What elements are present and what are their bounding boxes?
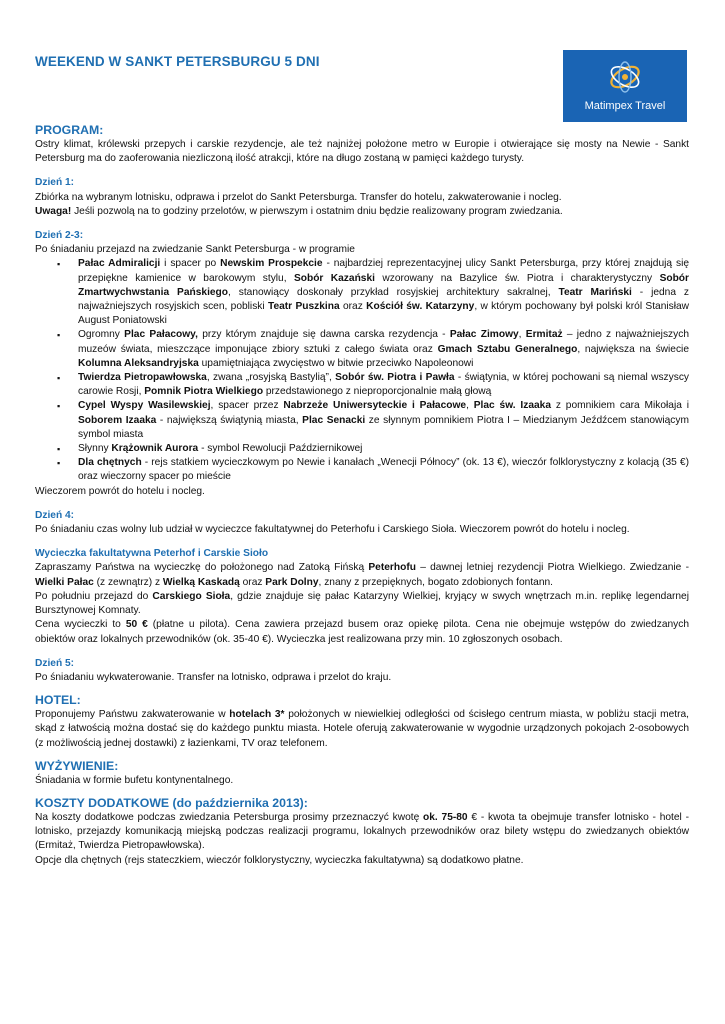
text-run: wzorowany na Bazylice św. Piotra i charakterystyczny	[374, 272, 660, 284]
bold-text: Plac Pałacowy,	[124, 329, 198, 341]
text-run: Cena wycieczki to	[35, 619, 126, 631]
text-run: - największą świątynią miasta,	[156, 414, 303, 426]
day4-text: Po śniadaniu czas wolny lub udział w wycieczce fakultatywnej do Peterhofu i Carskiego Sioła. Wieczorem powrót do hotelu i nocleg.	[35, 524, 630, 536]
text-run: (z zewnątrz) z	[93, 576, 163, 588]
text-run: ,	[518, 329, 526, 341]
bold-text: Sobór Zmartwychwstania Pańskiego	[78, 272, 689, 298]
text-run: Po południu przejazd do	[35, 590, 153, 602]
text-run: – dawnej letniej rezydencji Piotra Wielkiego. Zwiedzanie -	[415, 562, 689, 574]
program-intro: Ostry klimat, królewski przepych i carskie rezydencje, ale też najniżej położone metro w Europie i otwierające się mosty na Newie - Sankt Petersburg ma do zaoferowania niezliczoną ilość atrakcji, które na długo zostaną w pamięci każdego turysty.	[35, 139, 689, 165]
list-item	[35, 328, 689, 371]
text-run: , stanowiący doskonały przykład rosyjskiej architektury sakralnej,	[228, 286, 559, 298]
costs-heading: KOSZTY DODATKOWE (do października 2013):	[35, 795, 308, 810]
list-item	[35, 442, 689, 456]
food-text: Śniadania w formie bufetu kontynentalnego.	[35, 774, 234, 786]
bold-text: Teatr Mariński	[558, 286, 632, 298]
text-run: Proponujemy Państwu zakwaterowanie w	[35, 709, 230, 721]
bold-text: Krążownik Aurora	[111, 443, 199, 455]
bullet-icon: ▪	[57, 259, 61, 270]
bold-text: Cypel Wyspy Wasilewskiej	[78, 400, 211, 412]
text-run: przedstawionego z nieproporcjonalnie małą głową	[263, 386, 492, 398]
day5-text: Po śniadaniu wykwaterowanie. Transfer na lotnisko, odprawa i przelot do kraju.	[35, 671, 392, 683]
bold-text: Soborem Izaaka	[78, 414, 157, 426]
day5-heading: Dzień 5:	[35, 657, 75, 669]
bold-text: 50 €	[125, 619, 148, 631]
text-run: oraz	[339, 301, 367, 313]
food-heading: WYŻYWIENIE:	[35, 758, 119, 773]
text-run: Na koszty dodatkowe podczas zwiedzania Petersburga prosimy przeznaczyć kwotę	[35, 811, 424, 823]
text-run: Ogromny	[78, 329, 125, 341]
text-run: z pomnikiem cara Mikołaja i	[551, 400, 689, 412]
day1-heading: Dzień 1:	[35, 177, 75, 189]
bold-text: Plac Senacki	[302, 414, 366, 426]
hotel-heading: HOTEL:	[35, 693, 81, 708]
text-run: - symbol Rewolucji Październikowej	[198, 443, 363, 455]
text-run: (płatne u pilota). Cena zawiera przejazd busem oraz opiekę pilota. Cena nie obejmuje wstępów do zwiedzanych obiektów oraz lokalnych przewodników (ok. 35-40 €). Wycieczka jest realizowana przy min. 10 zgłoszonych osobach.	[35, 619, 689, 645]
text-run: , największa na świecie	[577, 343, 689, 355]
text-run: i spacer po	[160, 258, 221, 270]
text-run: - rejs statkiem wycieczkowym po Newie i kanałach „Wenecji Północy” (ok. 13 €), wieczór folklorystyczny z kolacją (35 €) oraz wieczorny spacer po mieście	[78, 457, 689, 483]
bold-text: Nabrzeże Uniwersyteckie i Pałacowe	[283, 400, 467, 412]
costs-text	[35, 811, 689, 854]
bullet-icon: ▪	[57, 330, 61, 341]
text-run: – jedno z najważniejszych muzeów świata, mieszczące imponujące zbiory sztuki z całego świata oraz	[78, 329, 689, 355]
text-run: upamiętniająca zwycięstwo w bitwie przeciwko Napoleonowi	[198, 357, 474, 369]
text-run: ze słynnym pomnikiem Piotra I – Miedzianym Jeźdźcem stanowiącym symbol miasta	[78, 414, 689, 440]
bold-text: Plac św. Izaaka	[473, 400, 552, 412]
bold-text: Teatr Puszkina	[267, 301, 340, 313]
bold-text: Dla chętnych	[78, 457, 142, 469]
text-run: - świątynia, w której pochowani są niemal wszyscy carowie Rosji,	[78, 372, 690, 398]
bullet-icon: ▪	[57, 458, 61, 469]
text-run: - najbardziej reprezentacyjnej ulicy Sankt Petersburga, przy której znajdują się przepiękne kamienice w barokowym stylu,	[78, 258, 689, 284]
day23-outro: Wieczorem powrót do hotelu i nocleg.	[35, 485, 205, 497]
text-run: € - kwota ta obejmuje transfer lotnisko - hotel - lotnisko, przejazdy komunikacją miejską podczas realizacji programu, lokalnych przewodników oraz bilety wstępu do zwiedzanych obiektów (Ermitaż, Twierdza Pietropawłowska).	[35, 811, 689, 852]
bold-text: Peterhofu	[368, 562, 416, 574]
list-item	[35, 456, 689, 484]
text-run: ,	[466, 400, 474, 412]
logo-mark-icon	[605, 56, 645, 98]
bullet-icon: ▪	[57, 401, 61, 412]
excursion-p2	[35, 590, 689, 618]
text-run: , w którym pochowany był polski król Stanisław August Poniatowski	[78, 301, 690, 327]
text-run: , znany z przepięknych, bogato zdobionych fontann.	[318, 576, 553, 588]
day4-heading: Dzień 4:	[35, 509, 75, 521]
logo-text: Matimpex Travel	[584, 100, 666, 112]
list-item	[35, 257, 689, 328]
day1-note-label: Uwaga!	[35, 205, 72, 217]
excursion-p1	[35, 561, 689, 589]
list-item	[35, 371, 689, 399]
bold-text: Pomnik Piotra Wielkiego	[144, 386, 264, 398]
day23-heading: Dzień 2-3:	[35, 230, 84, 242]
bold-text: Sobór Kazański	[293, 272, 375, 284]
bold-text: Wielką Kaskadą	[162, 576, 240, 588]
day1-text: Zbiórka na wybranym lotnisku, odprawa i przelot do Sankt Petersburga. Transfer do hotelu, zakwaterowanie i nocleg.	[35, 191, 562, 203]
program-heading: PROGRAM:	[35, 123, 104, 137]
bullet-icon: ▪	[57, 444, 61, 455]
excursion-heading: Wycieczka fakultatywna Peterhof i Carskie Sioło	[35, 548, 269, 560]
text-run: , zwana „rosyjską Bastylią”,	[206, 372, 336, 384]
text-run: położonych w niewielkiej odległości od ścisłego centrum miasta, w pobliżu stacji metra, skąd z łatwością można dostać się do każdego punktu miasta. Hotele oferują zakwaterowanie w wygodnie urządzonych pokojach 2-osobowych (z możliwością jednej dostawki) z łazienkami, TV oraz telefonem.	[35, 709, 689, 749]
bullet-icon: ▪	[57, 373, 61, 384]
bold-text: Newskim Prospekcie	[220, 258, 323, 270]
text-run: , gdzie znajduje się pałac Katarzyny Wielkiej, kryjący w swych wnętrzach m.in. replikę legendarnej Bursztynowej Komnaty.	[35, 590, 689, 617]
bold-text: Twierdza Pietropawłowska	[78, 372, 207, 384]
bold-text: hotelach 3*	[229, 709, 285, 721]
bold-text: Pałac Admiralicji	[78, 258, 161, 270]
bold-text: Kolumna Aleksandryjska	[78, 357, 199, 369]
list-item	[35, 399, 689, 442]
bold-text: Kościół św. Katarzyny	[366, 301, 475, 313]
text-run: Zapraszamy Państwa na wycieczkę do położonego nad Zatoką Fińską	[35, 562, 369, 574]
company-logo	[563, 50, 687, 122]
day1-note-text: Jeśli pozwolą na to godziny przelotów, w pierwszym i ostatnim dniu będzie realizowany program zwiedzania.	[71, 205, 563, 217]
bold-text: Park Dolny	[265, 576, 319, 588]
text-run: - jedna z najważniejszych rosyjskich scen, pobliski	[78, 286, 689, 313]
bold-text: ok. 75-80	[423, 811, 468, 823]
day23-sights-list	[35, 257, 689, 484]
day23-intro: Po śniadaniu przejazd na zwiedzanie Sankt Petersburga - w programie	[35, 244, 355, 256]
hotel-text	[35, 708, 689, 751]
bold-text: Wielki Pałac	[35, 576, 94, 588]
bold-text: Pałac Zimowy	[449, 329, 519, 341]
bold-text: Ermitaż	[525, 329, 563, 341]
bold-text: Gmach Sztabu Generalnego	[437, 343, 578, 355]
document-body	[35, 122, 689, 868]
text-run: przy którym znajduje się dawna carska rezydencja -	[197, 329, 450, 341]
bold-text: Sobór św. Piotra i Pawła	[335, 372, 455, 384]
bold-text: Carskiego Sioła	[152, 590, 231, 602]
day1-note	[35, 205, 689, 219]
text-run: Słynny	[78, 443, 112, 455]
costs-text2: Opcje dla chętnych (rejs stateczkiem, wieczór folklorystyczny, wycieczka fakultatywna) są dodatkowo płatne.	[35, 854, 524, 866]
excursion-p3	[35, 618, 689, 646]
document-title: WEEKEND W SANKT PETERSBURGU 5 DNI	[35, 54, 320, 69]
text-run: oraz	[239, 576, 266, 588]
text-run: , spacer przez	[210, 400, 284, 412]
